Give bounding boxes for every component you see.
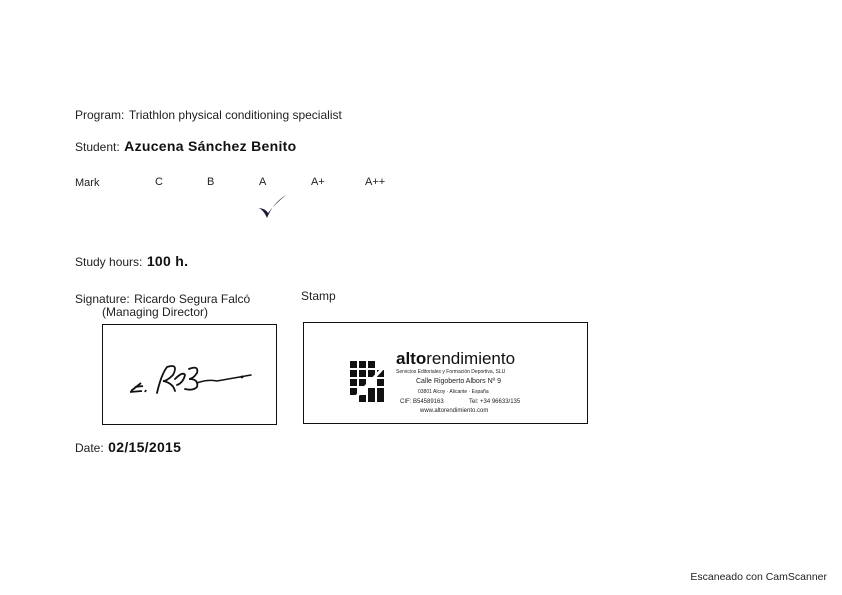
mark-option-b: B: [207, 176, 215, 188]
signature-box: [102, 324, 277, 425]
scanner-watermark: Escaneado con CamScanner: [690, 571, 827, 583]
company-name: [396, 349, 515, 369]
handwritten-signature: [127, 361, 257, 399]
company-logo-icon: [350, 361, 390, 403]
date-value: 02/15/2015: [108, 439, 182, 455]
stamp-box: [303, 322, 588, 424]
company-name-bold: alto: [396, 349, 427, 368]
mark-option-a: A: [259, 176, 267, 188]
mark-option-a-plus-plus: A++: [365, 176, 386, 188]
company-city: 03801 Alcoy · Alicante · España: [418, 389, 489, 395]
study-hours-value: 100 h.: [146, 253, 189, 269]
mark-option-a-plus: A+: [311, 176, 325, 188]
company-subtitle: Servicios Editoriales y Formación Deportiva, SLU: [396, 369, 506, 375]
student-label: Student:: [75, 140, 120, 154]
mark-option-c: C: [155, 176, 163, 188]
stamp-label: Stamp: [301, 289, 336, 303]
signatory-role: (Managing Director): [102, 305, 209, 319]
company-address: Calle Rigoberto Albors Nº 9: [416, 378, 502, 385]
study-hours-label: Study hours:: [75, 255, 143, 269]
program-label: Program:: [75, 108, 125, 122]
company-phone: Tel: +34 96633/135: [469, 399, 521, 405]
signature-label: Signature:: [75, 292, 130, 306]
student-row: [75, 138, 296, 156]
program-value: Triathlon physical conditioning specialist: [128, 108, 342, 122]
date-label: Date:: [75, 441, 104, 455]
company-name-rest: rendimiento: [426, 349, 516, 368]
company-website: www.altorendimiento.com: [420, 408, 489, 414]
signatory-name: Ricardo Segura Falcó: [134, 292, 251, 306]
mark-label: Mark: [75, 177, 100, 189]
date-row: [75, 439, 181, 457]
checkmark-icon: [256, 193, 288, 221]
student-name: Azucena Sánchez Benito: [124, 138, 297, 154]
program-row: [75, 106, 342, 124]
study-hours-row: [75, 253, 188, 271]
company-cif: CIF: B54589163: [400, 399, 444, 405]
